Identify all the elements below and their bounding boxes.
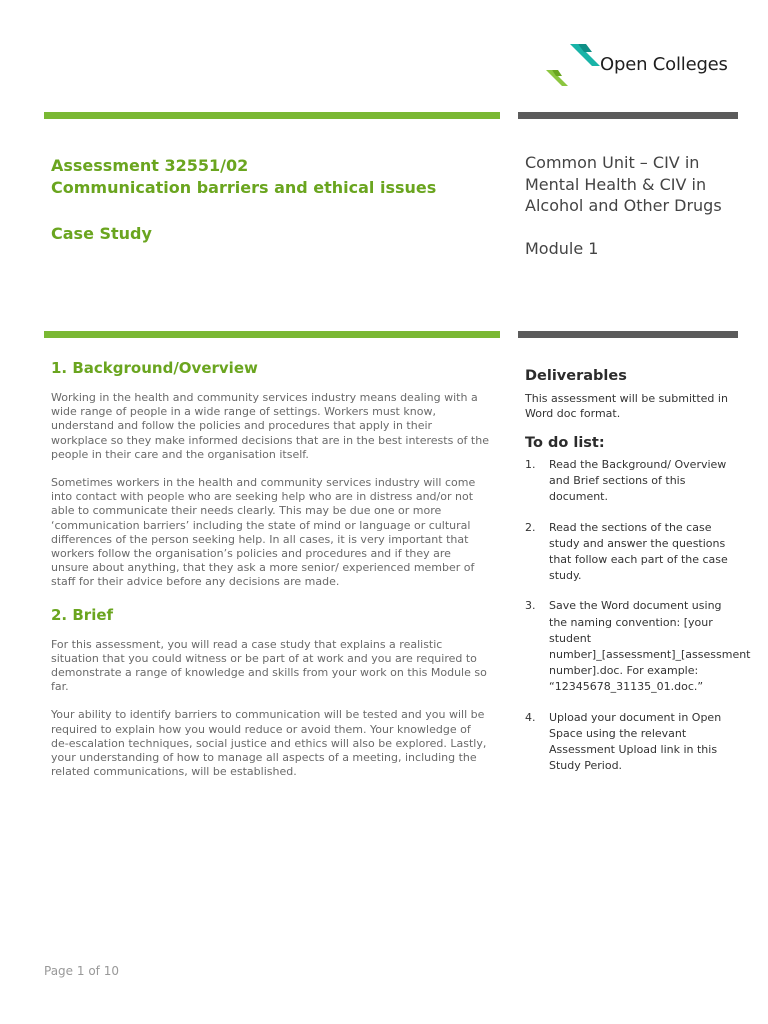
title-block <box>51 155 491 245</box>
todo-item-text: Read the sections of the case study and answer the questions that follow each part of the case study. <box>549 520 728 583</box>
todo-item-number: 4. <box>525 710 536 724</box>
sidebar <box>525 366 751 788</box>
todo-item <box>525 457 740 506</box>
unit-block <box>525 152 745 259</box>
open-colleges-logo <box>540 38 740 94</box>
section-heading-brief: 2. Brief <box>51 605 114 624</box>
deliverables-text: This assessment will be submitted in Word doc format. <box>525 392 728 420</box>
todo-item-text: Save the Word document using the naming convention: [your student number]_[assessment]_[assessment number].doc. For example: “12345678_31135_01.doc.” <box>549 599 751 694</box>
todo-item <box>525 598 751 695</box>
background-paragraph-2: Sometimes workers in the health and community services industry will come into contact with people who are seeking help who are in distress and/or not able to communicate their needs clearly. This may be due one or more ‘communication barriers’ including the state of mind or language or cultural differences of the person seeking help. In all cases, it is very important that workers follow the organisation’s policies and procedures and if they are unsure about anything, that they ask a more senior/ experienced member of staff for their advice before any decisions are made. <box>51 476 476 589</box>
section-heading-background: 1. Background/Overview <box>51 359 258 377</box>
deliverables-heading: Deliverables <box>525 368 627 384</box>
todo-heading: To do list: <box>525 435 605 451</box>
brief-paragraph-2: Your ability to identify barriers to communication will be tested and you will be required to explain how you would reduce or avoid them. Your knowledge of de-escalation techniques, social justice and ethics will also be explored. Lastly, your understanding of how to manage all aspects of a meeting, including the related communications, will be established. <box>51 708 487 779</box>
assessment-number: Assessment 32551/02 <box>51 156 249 175</box>
todo-item <box>525 520 740 585</box>
unit-title: Common Unit – CIV in Mental Health & CIV in Alcohol and Other Drugs <box>525 153 722 215</box>
todo-item-number: 3. <box>525 599 536 613</box>
middle-gray-rule <box>518 331 738 338</box>
brand-name: Open Colleges <box>600 54 728 75</box>
background-paragraph-1: Working in the health and community services industry means dealing with a wide range of people in a wide range of settings. Workers must know, understand and follow the policies and procedures that apply in their workplace so they make informed decisions that are in the best interests of the people in their care and the organisation itself. <box>51 391 489 461</box>
module-label: Module 1 <box>525 238 599 258</box>
todo-item-number: 1. <box>525 458 536 471</box>
document-type: Case Study <box>51 224 152 243</box>
brief-paragraph-1: For this assessment, you will read a case study that explains a realistic situation that you could witness or be part of at work and you are required to demonstrate a range of knowledge and skills from your work on this Module so far. <box>51 637 487 694</box>
middle-green-rule <box>44 331 500 338</box>
todo-item <box>525 710 740 775</box>
todo-item-text: Upload your document in Open Space using the relevant Assessment Upload link in this Study Period. <box>549 710 722 773</box>
todo-item-number: 2. <box>525 520 536 534</box>
main-content <box>51 357 491 779</box>
page-number: Page 1 of 10 <box>44 964 119 978</box>
top-gray-rule <box>518 112 738 119</box>
todo-item-text: Read the Background/ Overview and Brief sections of this document. <box>549 458 727 504</box>
assessment-subtitle: Communication barriers and ethical issues <box>51 178 437 197</box>
open-colleges-logo-icon <box>540 38 600 94</box>
top-green-rule <box>44 112 500 119</box>
todo-list <box>525 457 751 774</box>
